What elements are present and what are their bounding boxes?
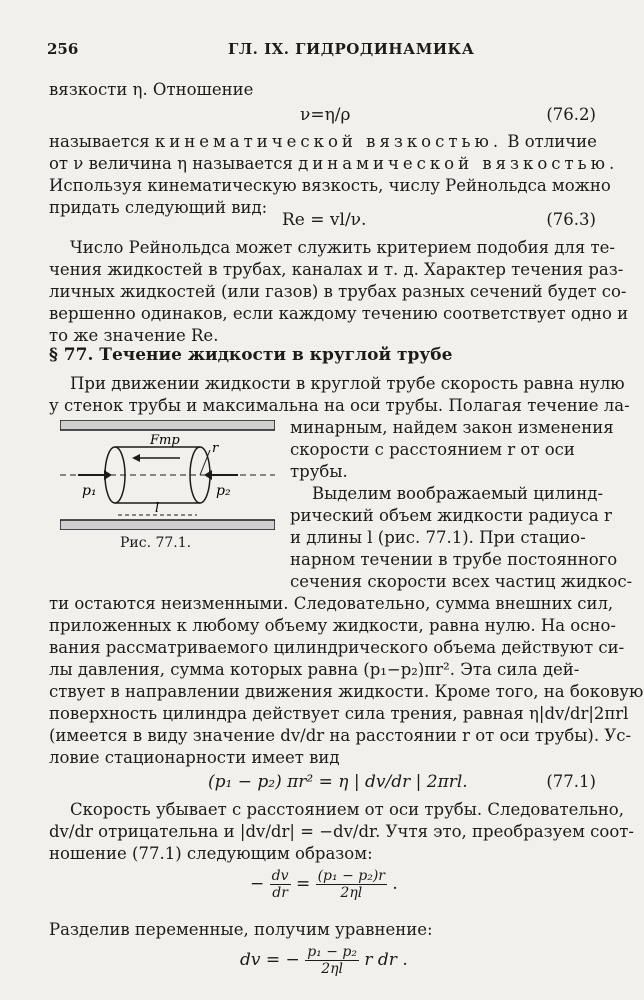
text-line: трубы. [290, 462, 348, 481]
fraction-dv-dr [270, 868, 291, 901]
denominator: 2ηl [340, 885, 363, 901]
text-line: скорости с расстоянием r от оси [290, 440, 575, 459]
figure-caption: Рис. 77.1. [120, 535, 192, 551]
text-line: ловие стационарности имеет вид [49, 748, 340, 767]
text-line: поверхность цилиндра действует сила трения, равная η|dv/dr|2πrl [49, 704, 629, 723]
text-span: В отличие [507, 132, 597, 151]
text-line: нарном течении в трубе постоянного [290, 550, 618, 569]
section-title: § 77. Течение жидкости в круглой трубе [49, 345, 453, 365]
numerator: p₁ − p₂ [307, 944, 357, 960]
equals-sign: = [295, 874, 311, 894]
denominator: 2ηl [321, 961, 343, 977]
label-l: l [155, 501, 160, 516]
text-span: называется [49, 132, 150, 151]
numerator: dv [271, 868, 289, 884]
p1-arrowhead [104, 470, 112, 480]
text-line: лы давления, сумма которых равна (p₁−p₂)πr². Эта сила дей- [49, 660, 580, 679]
equation-number: (76.2) [546, 105, 596, 124]
text-line: минарным, найдем закон изменения [290, 418, 614, 437]
text-line: Выделим воображаемый цилинд- [312, 484, 604, 503]
term-kinematic-viscosity: кинематической вязкостью. [154, 132, 503, 151]
text-line: чения жидкостей в трубах, каналах и т. д. Характер течения раз- [49, 260, 624, 279]
text-line: При движении жидкости в круглой трубе скорость равна нулю [70, 374, 625, 393]
p2-arrowhead [204, 470, 212, 480]
page-number: 256 [47, 40, 79, 58]
fraction-pressure [316, 868, 387, 901]
text-line: то же значение Re. [49, 326, 219, 345]
denominator: dr [272, 885, 288, 901]
equation-76-3: Re = vl/ν. [282, 210, 367, 230]
text-line: Число Рейнольдса может служить критерием подобия для те- [70, 238, 615, 257]
text-line: вершенно одинаков, если каждому течению соответствует одно и [49, 304, 629, 323]
equation-number: (76.3) [546, 210, 596, 229]
text-line: Используя кинематическую вязкость, числу Рейнольдса можно [49, 176, 611, 195]
pipe-wall-top [60, 420, 275, 430]
pipe-wall-bottom [60, 520, 275, 530]
text-line: личных жидкостей (или газов) в трубах разных сечений будет со- [49, 282, 627, 301]
text-line: ти остаются неизменными. Следовательно, сумма внешних сил, [49, 594, 614, 613]
text-line: Разделив переменные, получим уравнение: [49, 920, 433, 939]
text-span: от ν величина η называется [49, 154, 293, 173]
text-line: вязкости η. Отношение [49, 80, 254, 99]
equation-number: (77.1) [546, 772, 596, 791]
text-line [49, 132, 597, 151]
text-line: ношение (77.1) следующим образом: [49, 844, 373, 863]
label-f-friction: Fтр [150, 433, 180, 448]
text-line: вания рассматриваемого цилиндрического объема действуют си- [49, 638, 625, 657]
label-p2: p₂ [216, 483, 231, 499]
equation-77-1: (p₁ − p₂) πr² = η | dv/dr | 2πrl. [208, 772, 468, 792]
text-line: Скорость убывает с расстоянием от оси трубы. Следовательно, [70, 800, 624, 819]
label-p1: p₁ [82, 483, 97, 499]
term-dynamic-viscosity: динамической вязкостью. [298, 154, 619, 173]
text-line: dv/dr отрицательна и |dv/dr| = −dv/dr. Учтя это, преобразуем сoот- [49, 822, 634, 841]
equation-separated [240, 944, 408, 977]
equation-lhs: dv = − [240, 950, 300, 970]
equation-76-2: ν=η/ρ [300, 105, 351, 125]
period: . [392, 874, 398, 894]
text-line: приложенных к любому объему жидкости, равна нулю. На осно- [49, 616, 616, 635]
text-line: придать следующий вид: [49, 198, 268, 217]
text-line: ствует в направлении движения жидкости. Кроме того, на боковую [49, 682, 644, 701]
text-line: рический объем жидкости радиуса r [290, 506, 612, 525]
numerator: (p₁ − p₂)r [317, 868, 385, 884]
text-line: у стенок трубы и максимальна на оси трубы. Полагая течение ла- [49, 396, 630, 415]
text-line: (имеется в виду значение dv/dr на расстоянии r от оси трубы). Ус- [49, 726, 632, 745]
minus-sign: − [250, 874, 265, 894]
fraction-pressure [305, 944, 359, 977]
text-line [49, 154, 619, 173]
figure-77-1 [60, 420, 275, 530]
equation-tail: r dr . [364, 950, 408, 970]
text-line: и длины l (рис. 77.1). При стацио- [290, 528, 586, 547]
text-line: сечения скорости всех частиц жидкос- [290, 572, 633, 591]
label-r: r [212, 441, 219, 456]
friction-arrowhead [132, 454, 140, 462]
chapter-title: ГЛ. IX. ГИДРОДИНАМИКА [228, 40, 475, 58]
equation-velocity-derivative [250, 868, 398, 901]
